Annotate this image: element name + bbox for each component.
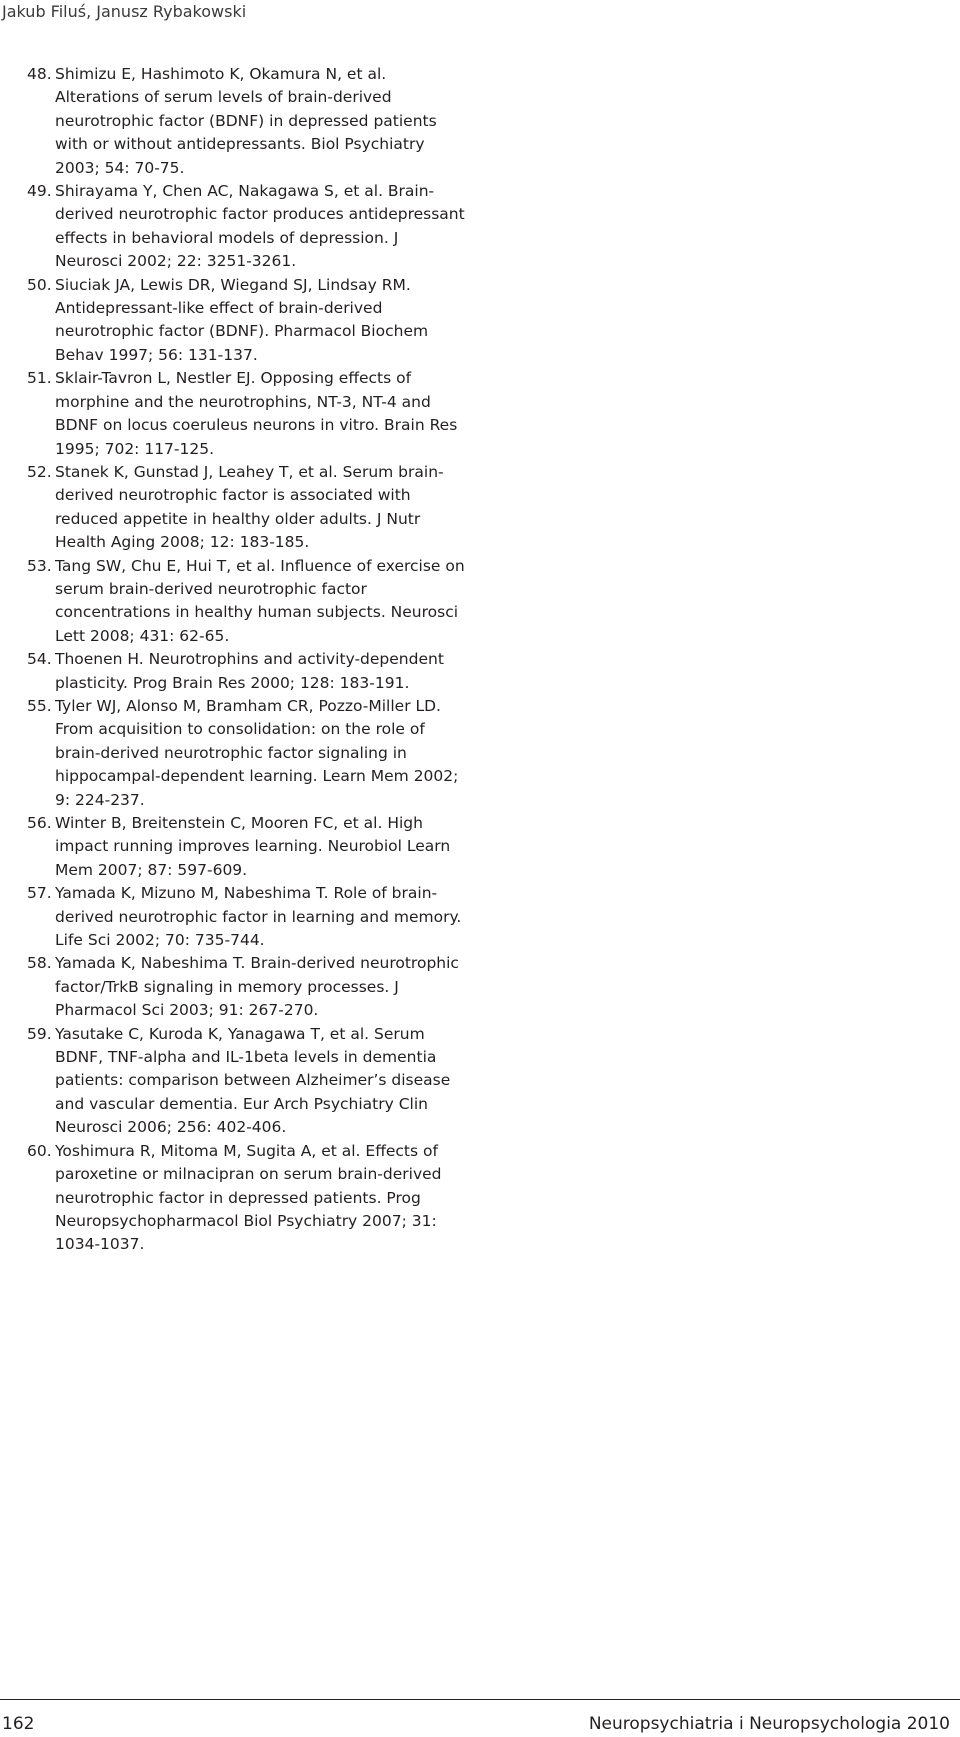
reference-text: Thoenen H. Neurotrophins and activity-dependent plasticity. Prog Brain Res 2000; 128: 183-191.	[55, 650, 444, 692]
reference-text: Yasutake C, Kuroda K, Yanagawa T, et al. Serum BDNF, TNF-alpha and IL-1beta levels in dementia patients: comparison between Alzheimer’s disease and vascular dementia. Eur Arch Psychiatry Clin Neurosci 2006; 256: 402-406.	[55, 1024, 451, 1137]
reference-number: 54.	[27, 650, 52, 669]
reference-number: 57.	[27, 884, 52, 903]
reference-text: Shimizu E, Hashimoto K, Okamura N, et al. Alterations of serum levels of brain-derived neurotrophic factor (BDNF) in depressed patients with or without antidepressants. Biol Psychiatry 2003; 54: 70-75.	[55, 65, 437, 177]
reference-text: Winter B, Breitenstein C, Mooren FC, et al. High impact running improves learning. Neurobiol Learn Mem 2007; 87: 597-609.	[55, 814, 451, 879]
reference-number: 52.	[27, 462, 52, 481]
journal-name: Neuropsychiatria i Neuropsychologia 2010	[588, 1714, 950, 1734]
reference-text: Tang SW, Chu E, Hui T, et al. Influence of exercise on serum brain-derived neurotrophic factor concentrations in healthy human subjects. Neurosci Lett 2008; 431: 62-65.	[55, 556, 465, 645]
reference-item	[27, 555, 465, 649]
reference-item	[27, 1140, 465, 1257]
reference-text: Tyler WJ, Alonso M, Bramham CR, Pozzo-Miller LD. From acquisition to consolidation: on the role of brain-derived neurotrophic factor signaling in hippocampal-dependent learning. Learn Mem 2002; 9: 224-237.	[55, 696, 459, 809]
reference-item	[27, 63, 465, 180]
reference-item	[27, 648, 465, 695]
reference-item	[27, 274, 465, 368]
reference-number: 51.	[27, 369, 52, 388]
reference-number: 48.	[27, 65, 52, 83]
reference-text: Stanek K, Gunstad J, Leahey T, et al. Serum brain-derived neurotrophic factor is associated with reduced appetite in healthy older adults. J Nutr Health Aging 2008; 12: 183-185.	[55, 462, 444, 552]
reference-text: Shirayama Y, Chen AC, Nakagawa S, et al. Brain-derived neurotrophic factor produces antidepressant effects in behavioral models of depression. J Neurosci 2002; 22: 3251-3261.	[55, 182, 465, 271]
reference-item	[27, 952, 465, 1022]
reference-text: Siuciak JA, Lewis DR, Wiegand SJ, Lindsay RM. Antidepressant-like effect of brain-derived neurotrophic factor (BDNF). Pharmacol Biochem Behav 1997; 56: 131-137.	[55, 275, 429, 364]
reference-text: Yoshimura R, Mitoma M, Sugita A, et al. Effects of paroxetine or milnacipran on serum brain-derived neurotrophic factor in depressed patients. Prog Neuropsychopharmacol Biol Psychiatry 2007; 31: 1034-1037.	[55, 1141, 442, 1254]
reference-number: 56.	[27, 814, 52, 832]
reference-text: Sklair-Tavron L, Nestler EJ. Opposing effects of morphine and the neurotrophins, NT-3, NT-4 and BDNF on locus coeruleus neurons in vitro. Brain Res 1995; 702: 117-125.	[55, 369, 458, 458]
reference-number: 55.	[27, 696, 52, 715]
reference-number: 60.	[27, 1141, 52, 1160]
page-number: 162	[2, 1714, 35, 1734]
reference-item	[27, 461, 465, 555]
reference-item	[27, 1023, 465, 1140]
reference-item	[27, 882, 465, 952]
footer-divider	[0, 1699, 960, 1700]
running-head-authors: Jakub Filuś, Janusz Rybakowski	[2, 2, 247, 21]
reference-list	[27, 63, 465, 1257]
reference-number: 53.	[27, 556, 52, 575]
reference-number: 59.	[27, 1024, 52, 1043]
reference-number: 58.	[27, 954, 52, 973]
reference-text: Yamada K, Nabeshima T. Brain-derived neurotrophic factor/TrkB signaling in memory processes. J Pharmacol Sci 2003; 91: 267-270.	[55, 954, 459, 1020]
reference-item	[27, 812, 465, 882]
reference-item	[27, 180, 465, 274]
reference-text: Yamada K, Mizuno M, Nabeshima T. Role of brain-derived neurotrophic factor in learning and memory. Life Sci 2002; 70: 735-744.	[55, 884, 462, 950]
reference-item	[27, 695, 465, 812]
reference-item	[27, 367, 465, 461]
reference-number: 50.	[27, 275, 52, 294]
reference-number: 49.	[27, 182, 52, 201]
